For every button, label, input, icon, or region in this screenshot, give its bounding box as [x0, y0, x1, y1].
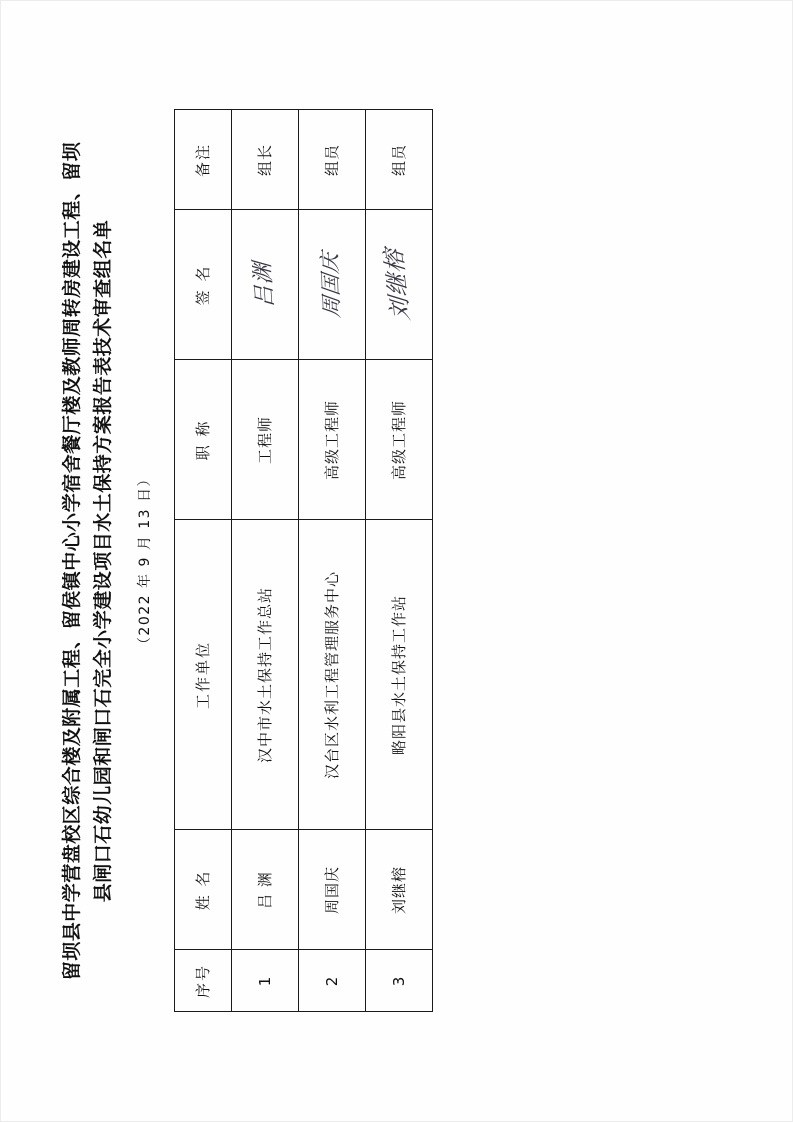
cell-name: 吕 渊 — [231, 830, 298, 950]
column-header-index: 序号 — [174, 950, 231, 1012]
column-header-signature: 签 名 — [174, 210, 231, 360]
cell-unit: 汉中市水土保持工作总站 — [231, 520, 298, 830]
cell-signature — [365, 210, 432, 360]
cell-name: 刘继榕 — [365, 830, 432, 950]
cell-title: 高级工程师 — [365, 360, 432, 520]
cell-index: 2 — [298, 950, 365, 1012]
cell-signature — [298, 210, 365, 360]
table-row — [365, 110, 432, 1012]
cell-index: 1 — [231, 950, 298, 1012]
cell-name: 周国庆 — [298, 830, 365, 950]
column-header-note: 备注 — [174, 110, 231, 210]
column-header-title: 职 称 — [174, 360, 231, 520]
handwritten-signature: 周国庆 — [317, 250, 344, 320]
column-header-name: 姓 名 — [174, 830, 231, 950]
cell-title: 工程师 — [231, 360, 298, 520]
document-title — [57, 61, 120, 1061]
cell-signature — [231, 210, 298, 360]
rotated-document-content — [57, 61, 737, 1061]
handwritten-signature: 吕渊 — [249, 261, 278, 309]
review-panel-table — [173, 110, 432, 1013]
document-date: （2022 年 9 月 13 日） — [136, 470, 153, 652]
cell-unit: 汉台区水利工程管理服务中心 — [298, 520, 365, 830]
table-header-row — [174, 110, 231, 1012]
table-row — [231, 110, 298, 1012]
table-row — [298, 110, 365, 1012]
cell-index: 3 — [365, 950, 432, 1012]
cell-unit: 略阳县水土保持工作站 — [365, 520, 432, 830]
column-header-unit: 工作单位 — [174, 520, 231, 830]
cell-title: 高级工程师 — [298, 360, 365, 520]
cell-note: 组员 — [298, 110, 365, 210]
handwritten-signature: 刘继榕 — [380, 248, 415, 322]
cell-note: 组长 — [231, 110, 298, 210]
title-line-1: 留坝县中学营盘校区综合楼及附属工程、留侯镇中心小学宿舍餐厅楼及教师周转房建设工程、留坝 — [60, 141, 83, 981]
title-line-2: 县闸口石幼儿园和闸口石完全小学建设项目水土保持方案报告表技术审查组名单 — [91, 219, 114, 903]
cell-note: 组员 — [365, 110, 432, 210]
